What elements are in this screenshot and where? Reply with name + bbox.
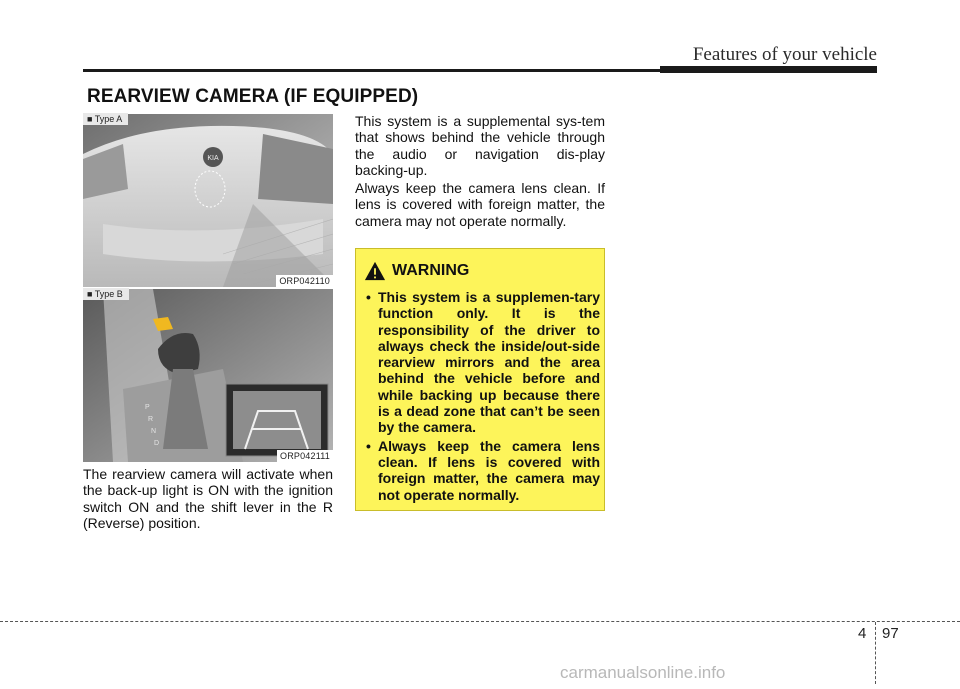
activation-description: The rearview camera will activate when the back-up light is ON with the ignition switch ON and the shift lever in the R (Reverse) position. [83, 466, 333, 531]
figure-code: ORP042110 [276, 275, 333, 287]
figure-code: ORP042111 [277, 450, 333, 462]
warning-item-text: This system is a supplemen-tary function only. It is the responsibility of the driver to always check the inside/out-side rearview mirrors and the area behind the vehicle before and while backing up because there is a dead zone that can’t be seen by the camera. [378, 289, 600, 436]
bullet-icon: • [366, 289, 371, 305]
header-rule-thick [660, 66, 877, 73]
warning-box [355, 248, 605, 511]
warning-triangle-icon [364, 260, 386, 282]
figure-type-b [83, 289, 333, 462]
warning-list [364, 289, 600, 505]
bullet-icon: • [366, 437, 371, 454]
svg-text:N: N [151, 428, 157, 435]
svg-text:P: P [145, 404, 150, 411]
lens-care-note: Always keep the camera lens clean. If lens is covered with foreign matter, the camera may not operate normally. [355, 180, 605, 229]
warning-item-text: Always keep the camera lens clean. If lens is covered with foreign matter, the camera may not operate normally. [378, 437, 600, 503]
footer-divider [875, 622, 877, 684]
rear-vehicle-illustration [83, 114, 333, 287]
shift-lever-illustration [83, 289, 333, 462]
type-b-label: ■ Type B [83, 288, 129, 300]
page-number: 97 [882, 625, 899, 642]
system-description: This system is a supplemental sys-tem that shows behind the vehicle through the audio or navigation dis-play backing-up. [355, 113, 605, 178]
type-a-label: ■ Type A [83, 113, 128, 125]
warning-item [364, 289, 600, 436]
warning-header [364, 260, 469, 282]
header-title: Features of your vehicle [692, 44, 877, 65]
figure-type-a [83, 114, 333, 287]
svg-text:R: R [148, 416, 154, 423]
section-title: REARVIEW CAMERA (IF EQUIPPED) [87, 86, 419, 107]
warning-title: WARNING [392, 262, 470, 279]
header-rule [83, 69, 660, 72]
warning-item [364, 438, 600, 503]
svg-text:D: D [154, 440, 160, 447]
footer-rule [0, 621, 960, 622]
chapter-number: 4 [858, 625, 867, 642]
svg-text:KIA: KIA [207, 155, 219, 162]
watermark: carmanualsonline.info [560, 663, 726, 682]
